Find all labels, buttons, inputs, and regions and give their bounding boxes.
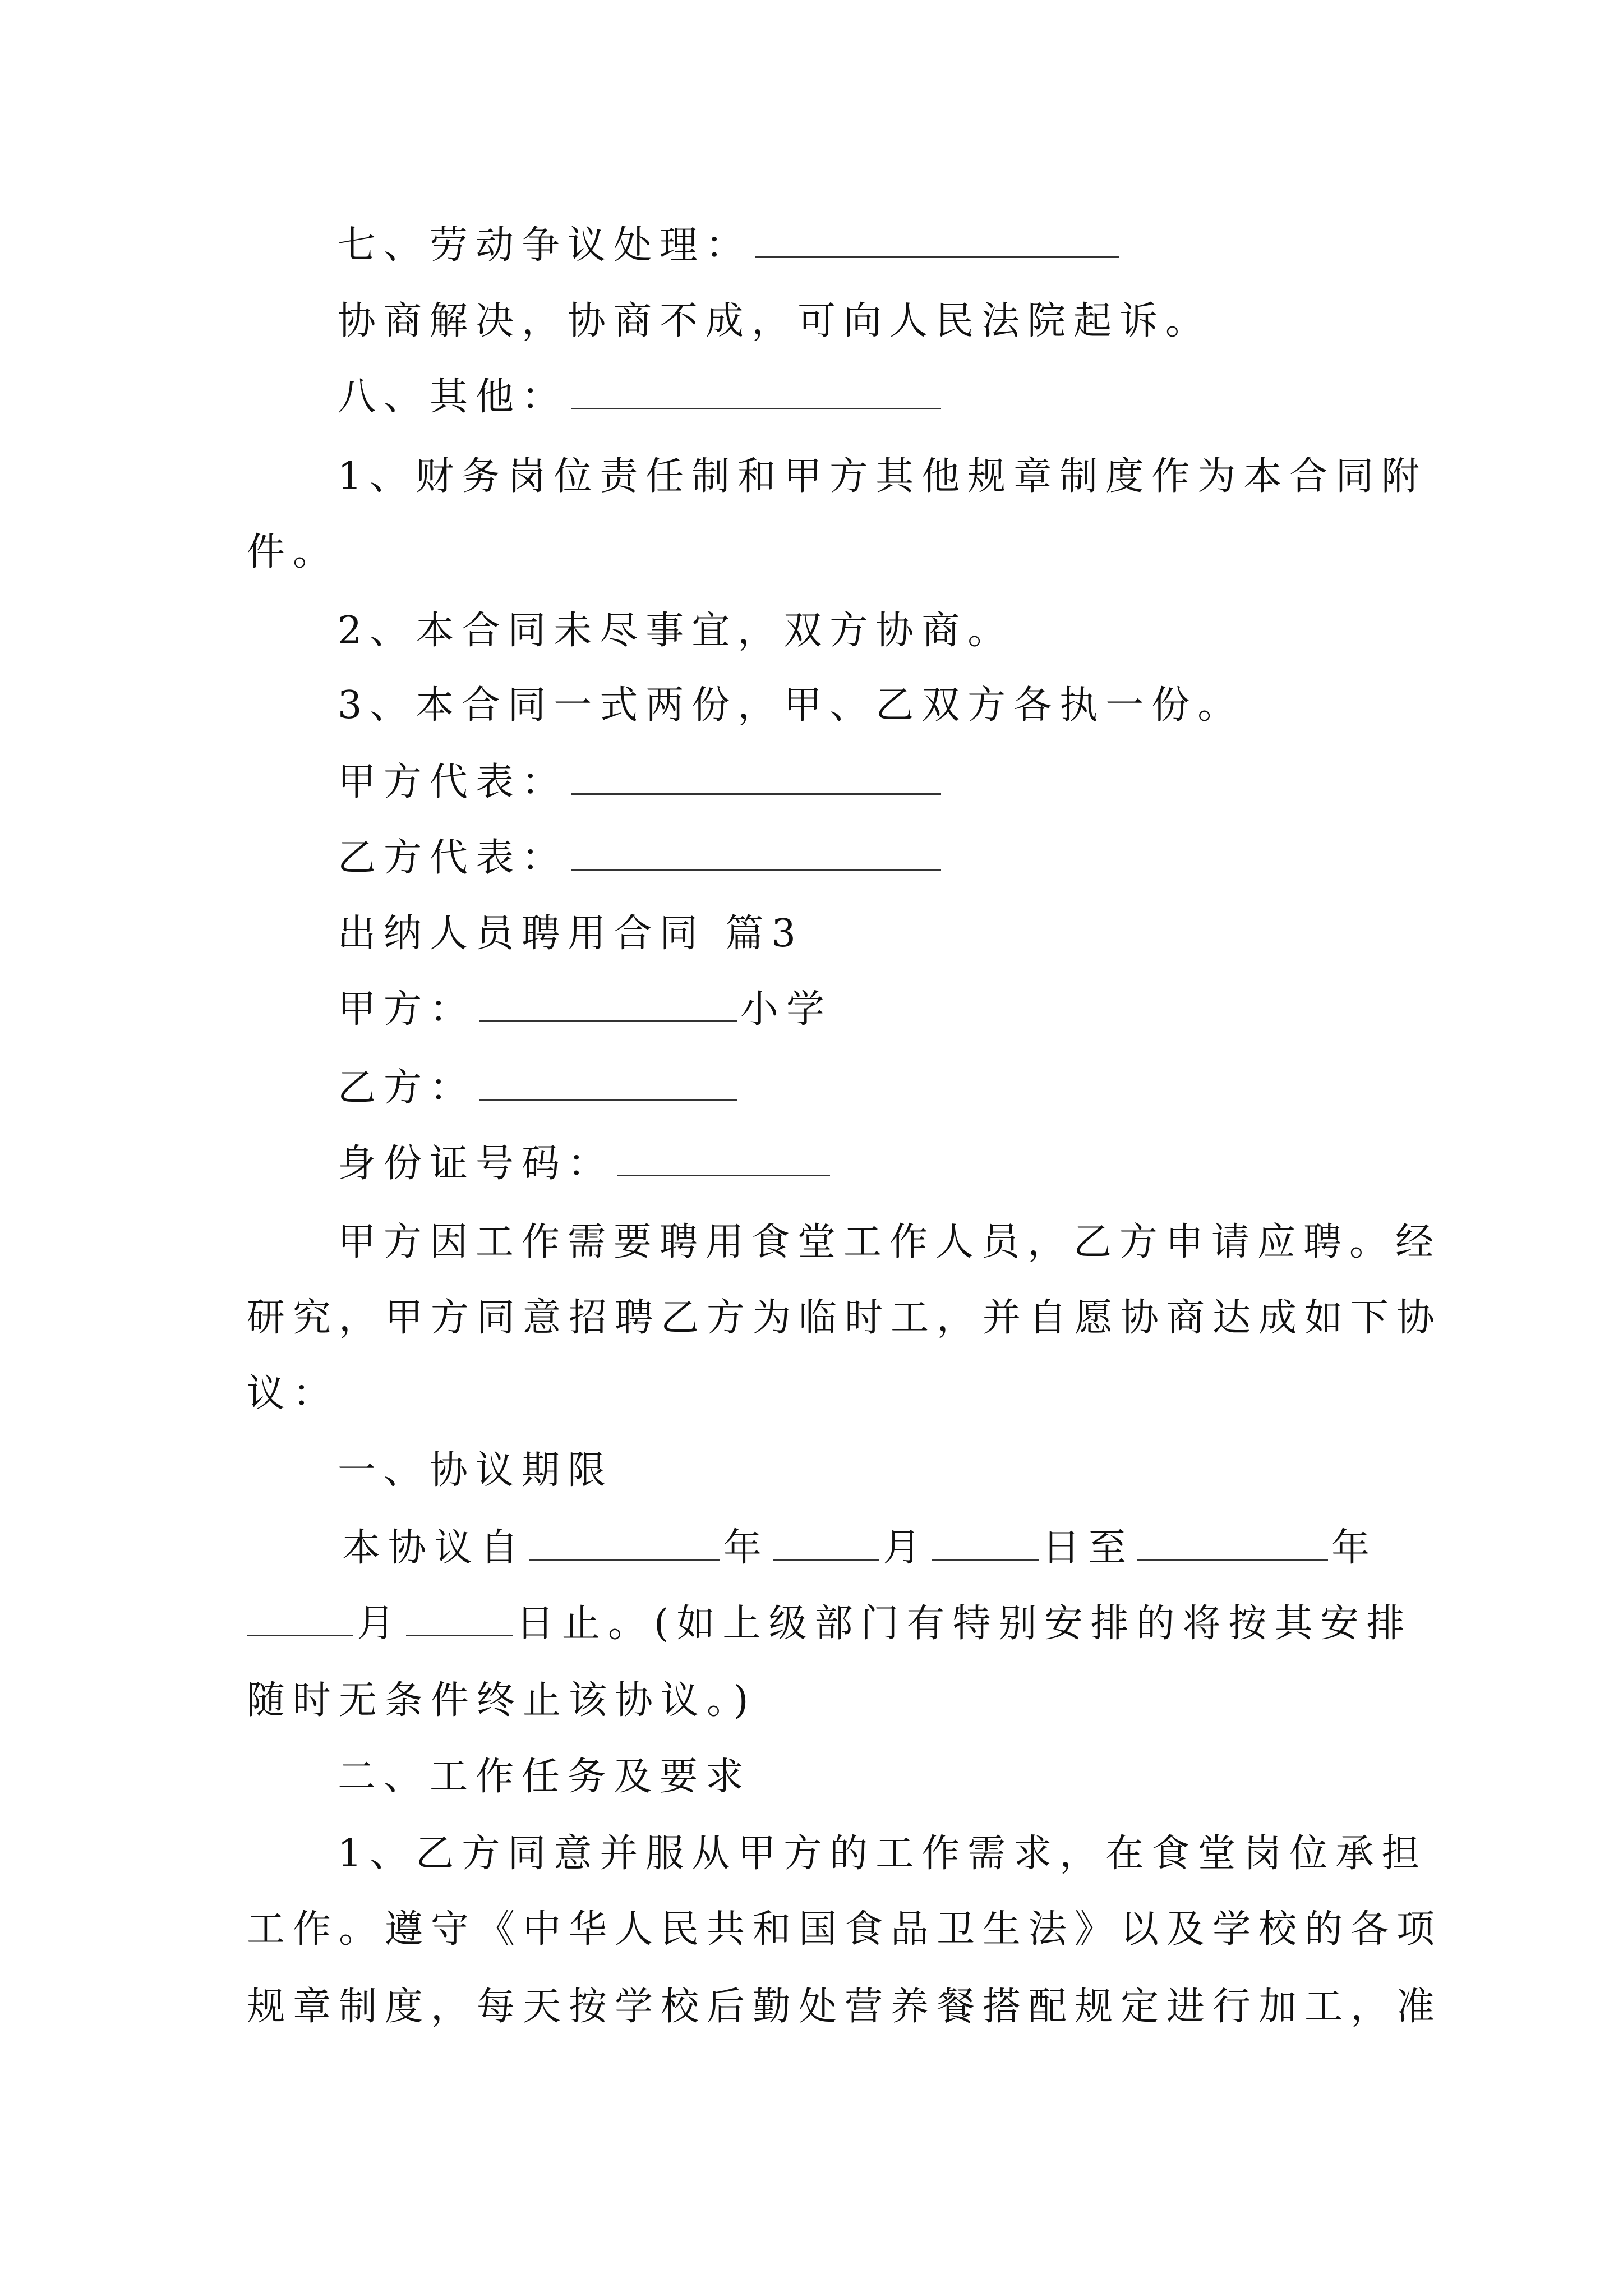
text-line	[338, 672, 1623, 739]
text-line	[247, 1590, 1623, 1658]
fill-blank	[932, 1524, 1039, 1561]
line-text: 甲方代表：	[338, 760, 568, 804]
line-text: 甲方因工作需要聘用食堂工作人员，乙方申请应聘。经	[338, 1220, 1442, 1264]
line-text: 年	[1331, 1526, 1378, 1570]
line-text: 乙方代表：	[338, 836, 568, 880]
section-heading	[338, 1437, 1623, 1504]
text-line	[338, 1055, 1623, 1122]
text-line	[338, 1209, 1623, 1276]
fill-blank	[1137, 1524, 1328, 1561]
line-text: 七、劳动争议处理：	[338, 223, 752, 268]
fill-blank	[617, 1140, 830, 1176]
text-line	[247, 1667, 1623, 1734]
fill-blank	[571, 834, 941, 871]
fill-blank	[571, 758, 941, 795]
text-line	[338, 443, 1623, 510]
text-line	[338, 825, 1623, 892]
text-line	[338, 749, 1623, 816]
fill-blank	[479, 1064, 737, 1101]
line-text: 工作。遵守《中华人民共和国食品卫生法》以及学校的各项	[247, 1907, 1443, 1952]
fill-blank	[773, 1524, 879, 1561]
text-line	[338, 364, 1623, 431]
line-text: 二、工作任务及要求	[338, 1755, 752, 1799]
text-line	[338, 1820, 1623, 1888]
fill-blank	[406, 1600, 513, 1636]
line-text: 3、本合同一式两份，甲、乙双方各执一份。	[338, 683, 1244, 728]
line-text: 身份证号码：	[338, 1142, 614, 1186]
text-line	[247, 1896, 1623, 1963]
line-text: 随时无条件终止该协议。)	[247, 1678, 757, 1723]
section-heading	[338, 900, 1623, 968]
line-text: 协商解决，协商不成，可向人民法院起诉。	[338, 299, 1212, 343]
line-text: 八、其他：	[338, 375, 568, 419]
line-text: 年	[723, 1526, 770, 1570]
line-text: 一、协议期限	[338, 1448, 614, 1493]
line-text: 研究，甲方同意招聘乙方为临时工，并自愿协商达成如下协	[247, 1296, 1443, 1340]
text-line	[342, 1515, 1623, 1582]
line-text: 日止。(如上级部门有特别安排的将按其安排	[516, 1602, 1413, 1646]
line-text: 本协议自	[342, 1526, 527, 1570]
line-text: 日至	[1042, 1526, 1135, 1570]
line-text: 规章制度，每天按学校后勤处营养餐搭配规定进行加工，准	[247, 1985, 1443, 2029]
line-text: 1、乙方同意并服从甲方的工作需求，在食堂岗位承担	[338, 1832, 1428, 1876]
text-line	[247, 1973, 1623, 2041]
line-text: 件。	[247, 530, 339, 574]
text-line	[338, 597, 1623, 665]
line-text: 出纳人员聘用合同 篇3	[338, 912, 804, 956]
fill-blank	[479, 986, 737, 1022]
text-line	[247, 519, 1623, 586]
text-line	[247, 1360, 1623, 1428]
line-text: 甲方：	[338, 987, 476, 1032]
line-text: 乙方：	[338, 1066, 476, 1110]
fill-blank	[529, 1524, 720, 1561]
fill-blank	[247, 1600, 353, 1636]
text-line	[338, 976, 1623, 1043]
line-text: 月	[357, 1602, 403, 1646]
line-text: 2、本合同未尽事宜，双方协商。	[338, 609, 1014, 653]
text-line	[338, 1130, 1623, 1198]
fill-blank	[755, 222, 1119, 258]
section-heading	[338, 1743, 1623, 1811]
text-line	[247, 1285, 1623, 1352]
fill-blank	[571, 373, 941, 409]
text-line	[338, 288, 1623, 355]
text-line	[338, 212, 1623, 279]
line-text: 1、财务岗位责任制和甲方其他规章制度作为本合同附	[338, 454, 1428, 499]
line-text: 月	[883, 1526, 929, 1570]
line-text: 小学	[740, 987, 833, 1032]
line-text: 议：	[247, 1372, 339, 1416]
